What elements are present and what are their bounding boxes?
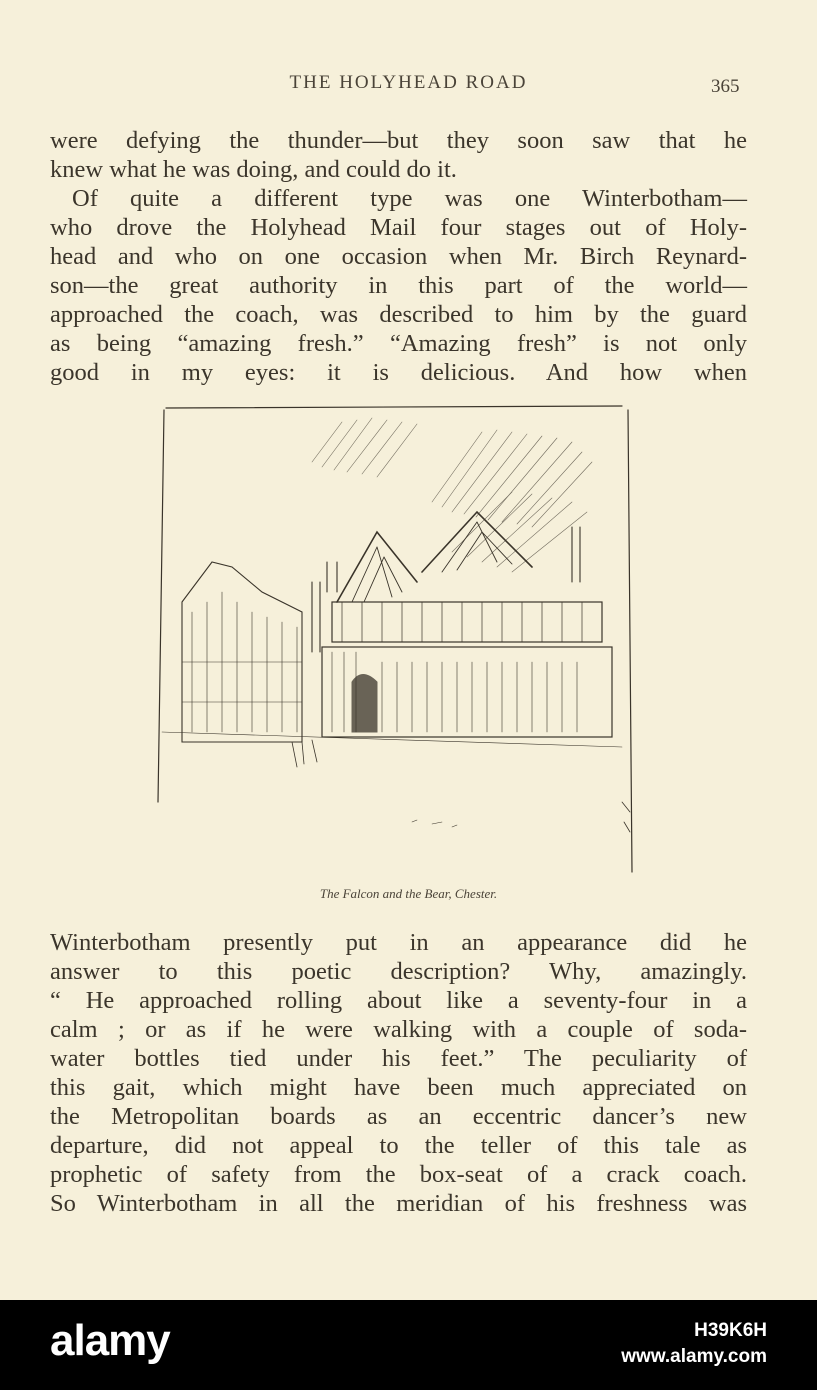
body-text-top bbox=[50, 126, 747, 387]
text-line: good in my eyes: it is delicious. And how when bbox=[50, 359, 747, 386]
text-line: departure, did not appeal to the teller of this tale as bbox=[50, 1132, 747, 1159]
site-url: www.alamy.com bbox=[621, 1346, 767, 1367]
text-line: knew what he was doing, and could do it. bbox=[50, 156, 457, 183]
text-line: “ He approached rolling about like a seventy-four in a bbox=[50, 987, 747, 1014]
text-line: approached the coach, was described to him by the guard bbox=[50, 301, 747, 328]
text-line: were defying the thunder—but they soon saw that he bbox=[50, 127, 747, 154]
text-line: this gait, which might have been much appreciated on bbox=[50, 1074, 747, 1101]
text-line: as being “amazing fresh.” “Amazing fresh” is not only bbox=[50, 330, 747, 357]
image-id: H39K6H bbox=[694, 1320, 767, 1341]
text-line: Of quite a different type was one Winterbotham— bbox=[72, 185, 747, 212]
running-head: THE HOLYHEAD ROAD bbox=[289, 72, 528, 93]
text-line: the Metropolitan boards as an eccentric dancer’s new bbox=[50, 1103, 747, 1130]
text-line: answer to this poetic description? Why, amazingly. bbox=[50, 958, 747, 985]
text-line: calm ; or as if he were walking with a couple of soda- bbox=[50, 1016, 747, 1043]
text-line: So Winterbotham in all the meridian of his freshness was bbox=[50, 1190, 747, 1217]
text-line: son—the great authority in this part of the world— bbox=[50, 272, 747, 299]
page-number: 365 bbox=[711, 76, 740, 97]
text-line: water bottles tied under his feet.” The peculiarity of bbox=[50, 1045, 747, 1072]
text-line: Winterbotham presently put in an appearance did he bbox=[50, 929, 747, 956]
text-line: who drove the Holyhead Mail four stages out of Holy- bbox=[50, 214, 747, 241]
alamy-logo: alamy bbox=[50, 1316, 170, 1365]
text-line: head and who on one occasion when Mr. Birch Reynard- bbox=[50, 243, 747, 270]
illustration-caption: The Falcon and the Bear, Chester. bbox=[319, 886, 498, 901]
text-line: prophetic of safety from the box-seat of a crack coach. bbox=[50, 1161, 747, 1188]
body-text-bottom bbox=[50, 928, 747, 1218]
falcon-and-bear-illustration bbox=[152, 402, 642, 880]
